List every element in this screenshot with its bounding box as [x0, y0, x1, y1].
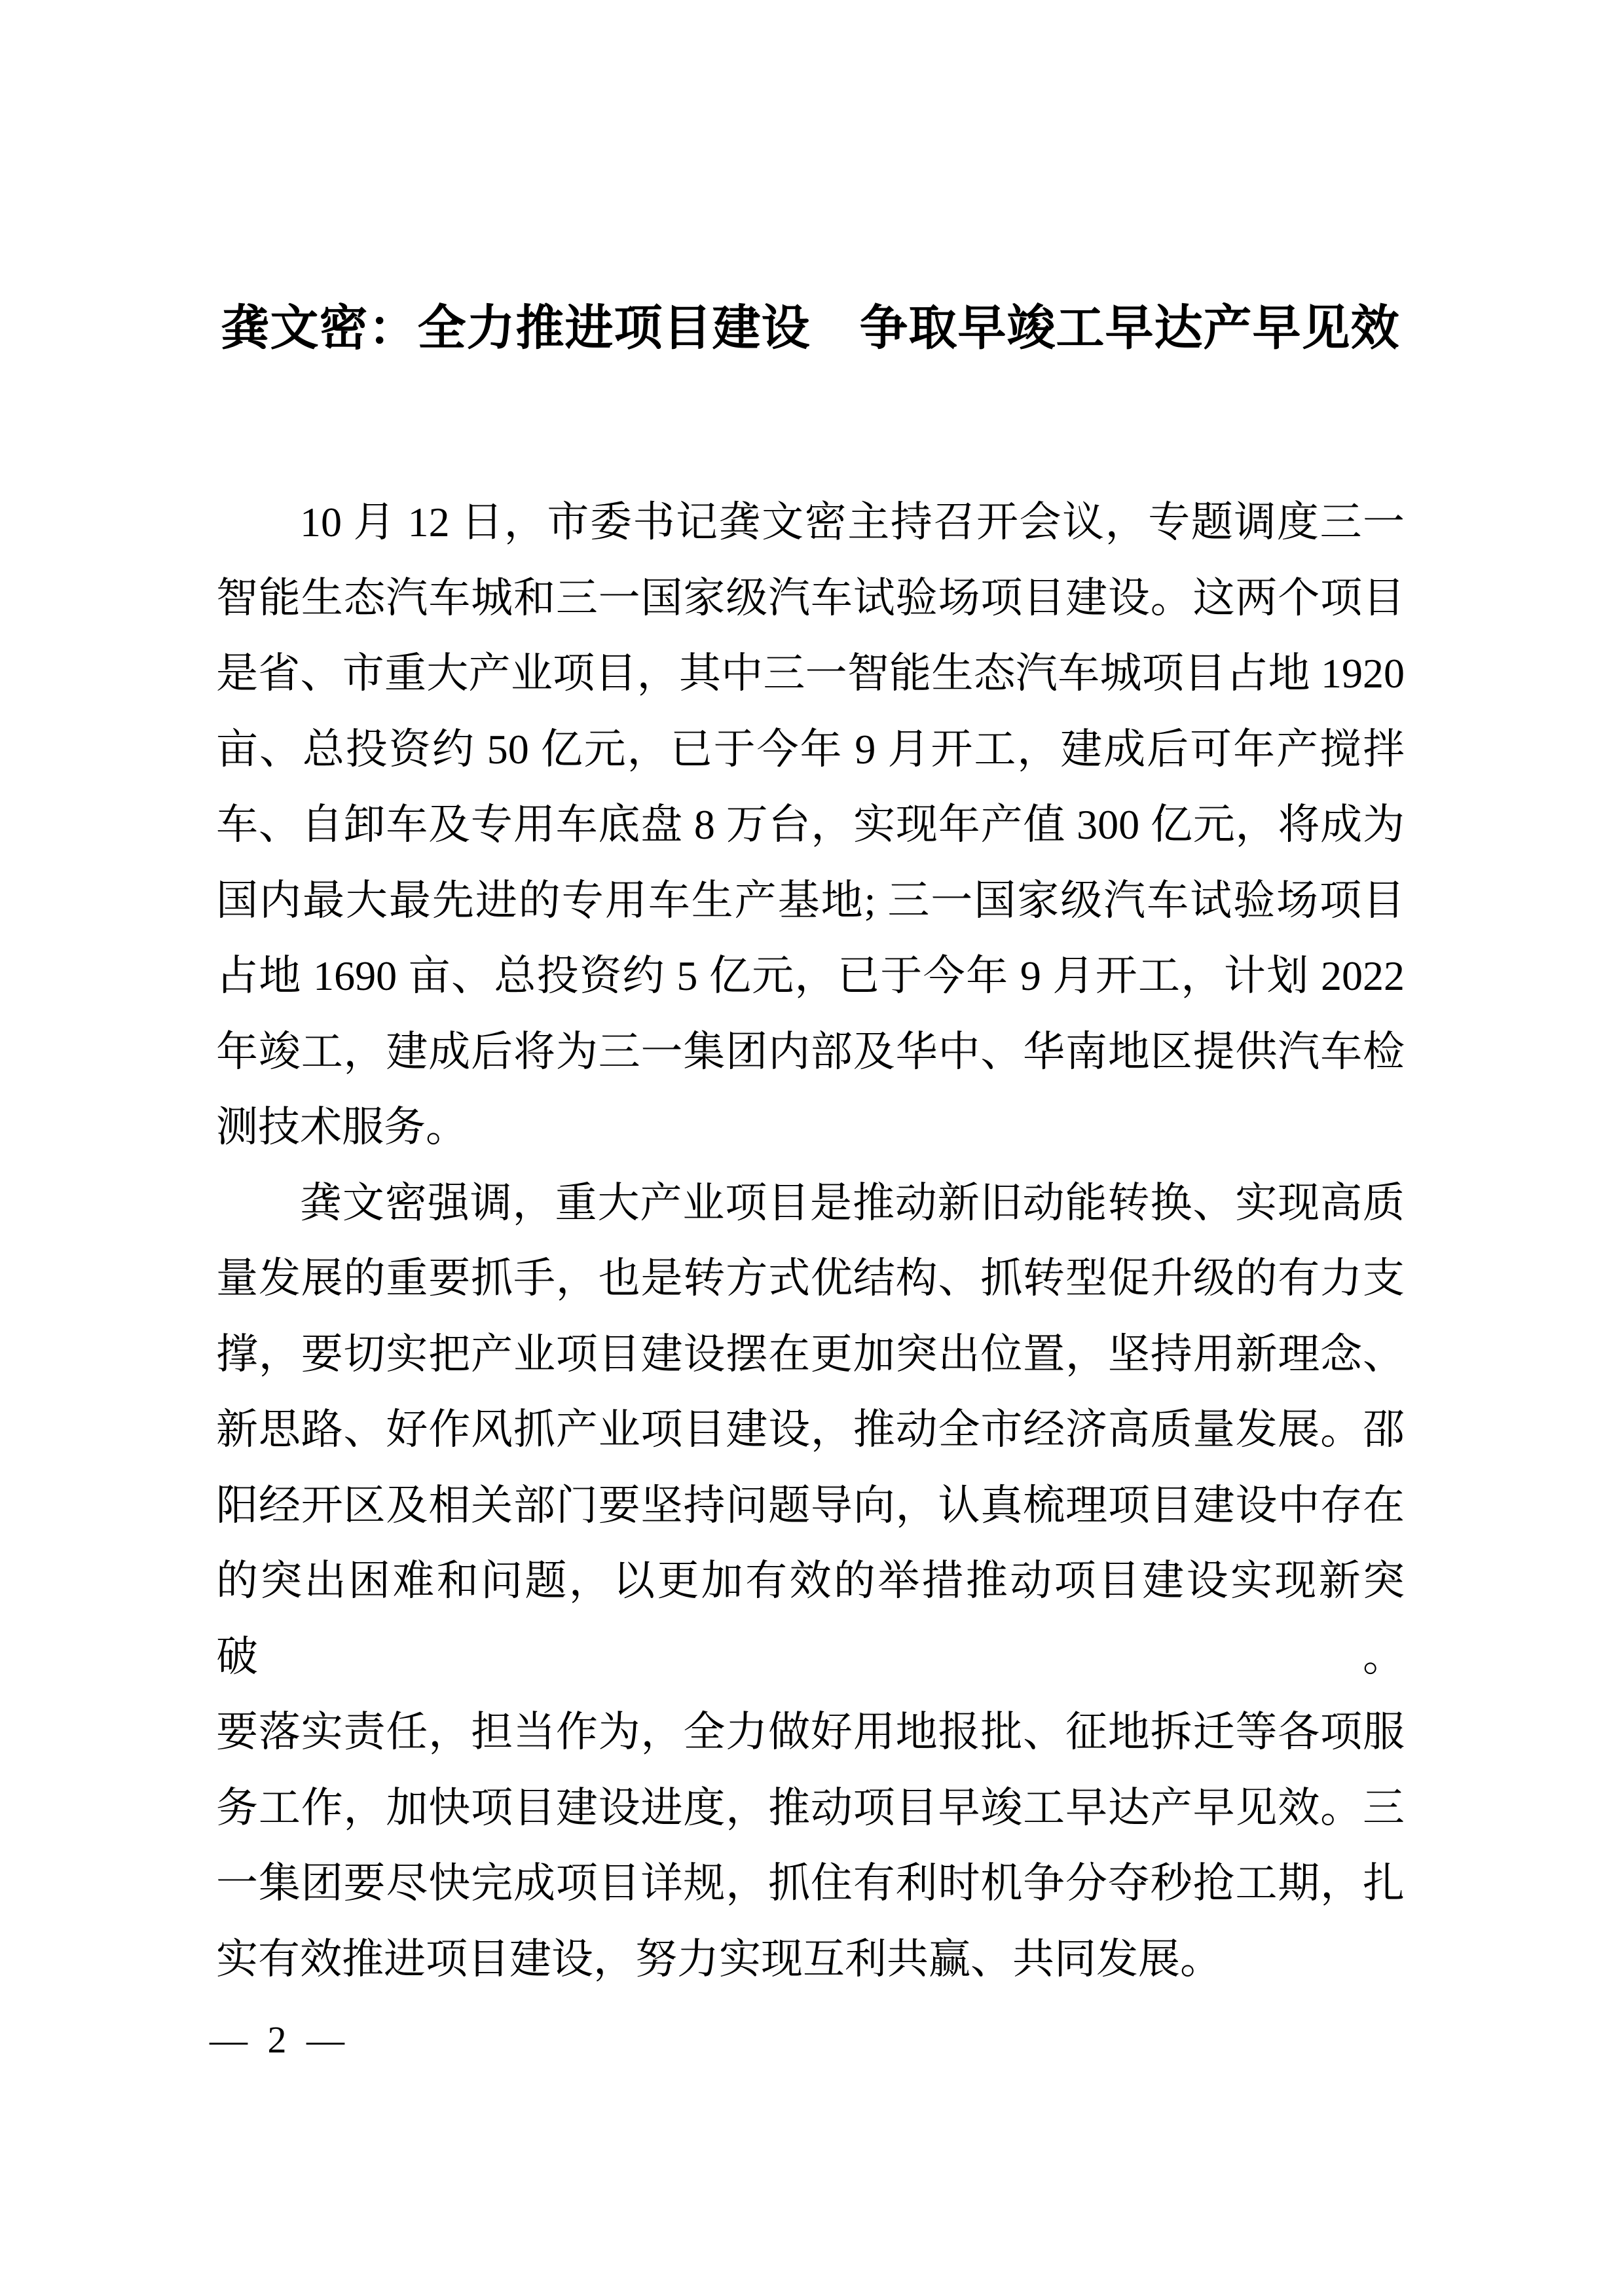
paragraph-line: 实有效推进项目建设，努力实现互利共赢、共同发展。 [216, 1935, 1222, 1982]
paragraph-line: 10 月 12 日，市委书记龚文密主持召开会议，专题调度三一 [300, 499, 1405, 545]
document-title: 龚文密：全力推进项目建设 争取早竣工早达产早见效 [221, 302, 1400, 355]
paragraph-line: 量发展的重要抓手，也是转方式优结构、抓转型促升级的有力支 [216, 1255, 1405, 1302]
paragraph-line: 亩、总投资约 50 亿元，已于今年 9 月开工，建成后可年产搅拌 [216, 725, 1405, 773]
paragraph-line: 智能生态汽车城和三一国家级汽车试验场项目建设。这两个项目 [216, 574, 1405, 621]
page-number: — 2 — [210, 2018, 350, 2061]
document-content [216, 296, 1405, 1997]
paragraph-line: 的突出困难和问题，以更加有效的举措推动项目建设实现新突破。 [216, 1558, 1405, 1680]
paragraph-line: 一集团要尽快完成项目详规，抓住有利时机争分夺秒抢工期，扎 [216, 1860, 1405, 1906]
paragraph-line: 龚文密强调，重大产业项目是推动新旧动能转换、实现高质 [300, 1179, 1405, 1226]
paragraph-line: 撑，要切实把产业项目建设摆在更加突出位置，坚持用新理念、 [216, 1330, 1405, 1377]
paragraph-line: 占地 1690 亩、总投资约 5 亿元，已于今年 9 月开工，计划 2022 [216, 953, 1405, 999]
paragraph-line: 国内最大最先进的专用车生产基地; 三一国家级汽车试验场项目 [216, 877, 1405, 924]
paragraph-line: 阳经开区及相关部门要坚持问题导向，认真梳理项目建设中存在 [216, 1482, 1405, 1529]
paragraph-line: 务工作，加快项目建设进度，推动项目早竣工早达产早见效。三 [216, 1784, 1405, 1831]
paragraph-line: 要落实责任，担当作为，全力做好用地报批、征地拆迁等各项服 [216, 1709, 1405, 1755]
paragraph-1 [216, 484, 1405, 1165]
paragraph-line: 测技术服务。 [216, 1104, 468, 1150]
paragraph-line: 是省、市重大产业项目，其中三一智能生态汽车城项目占地 1920 [216, 650, 1405, 697]
paragraph-line: 车、自卸车及专用车底盘 8 万台，实现年产值 300 亿元，将成为 [216, 801, 1405, 848]
paragraph-2 [216, 1165, 1405, 1997]
paragraph-line: 新思路、好作风抓产业项目建设，推动全市经济高质量发展。邵 [216, 1406, 1405, 1453]
paragraph-line: 年竣工，建成后将为三一集团内部及华中、华南地区提供汽车检 [216, 1028, 1405, 1075]
